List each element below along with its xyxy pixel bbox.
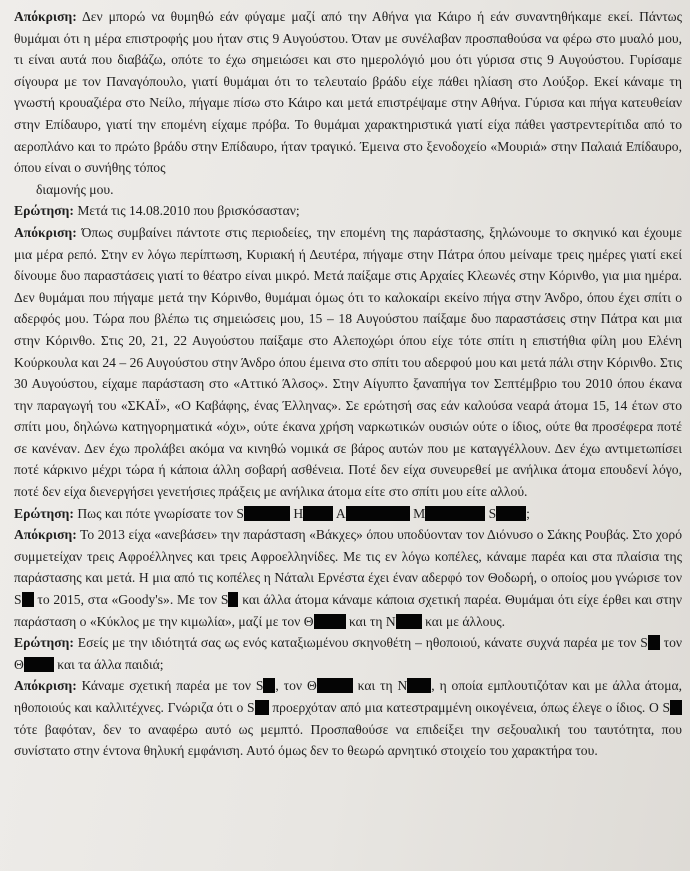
answer-text: Το 2013 είχα «ανεβάσει» την παράσταση «Βάκχες» όπου υποδύονταν τον Διόνυσο ο Σάκης Ρουβάς. Στο χορό συμμετείχαν τρεις Αφροέλληνες και τρεις Αφροελληνίδες. Με τις εν λόγω κοπέλες, κάναμε παρέα και στα πλαίσια της παράστασης και μετά. Η μια από τις κοπέλες η Νάταλι Ερνέστα έχει έναν αδερφό τον Θοδωρή, ο οποίος μου γνώρισε τον — [14, 527, 682, 586]
question-label: Ερώτηση: — [14, 505, 74, 521]
question-text: Πως και πότε γνωρίσατε τον — [77, 505, 233, 521]
name-initial: S — [255, 678, 264, 694]
redaction-bar — [346, 506, 410, 521]
answer-text-cont: τότε βαφόταν, δεν το αναφέρω αυτό ως μεμπτό. Προσπαθούσε να επιδείξει την σεξουαλική του ταυτότητα, που συνίστατο στην έντονα θηλυκή εμφάνιση. Αυτό όμως δεν το θεωρώ αρνητικό στοιχείο του χαρακτήρα του. — [14, 721, 682, 759]
redaction-bar — [22, 592, 34, 607]
answer-text: Κάναμε σχετική παρέα με τον — [81, 678, 251, 694]
redaction-bar — [317, 678, 353, 693]
question-label: Ερώτηση: — [14, 635, 74, 651]
answer-label: Απόκριση: — [14, 9, 77, 24]
answer-block-4 — [14, 675, 682, 761]
answer-text: Δεν μπορώ να θυμηθώ εάν φύγαμε μαζί από την Αθήνα για Κάιρο ή εάν συναντηθήκαμε εκεί. Πάντως θυμάμαι ότι η μέρα επιστροφής μου ήταν στις 9 Αυγούστου. Όταν με συνέλαβαν προσπαθούσα να φέρω στο μυαλό μου, τι είναι αυτά που διαβάζω, οπότε το έχω σημειώσει και στο ημερολόγιό μου ότι γύρισα στις 9 Αυγούστου. Γυρίσαμε σίγουρα με τον Παναγόπουλο, γιατί θυμάμαι ότι το τελευταίο βράδυ είχε πάθει ηλίαση στο Λούξορ. Εκεί κάναμε τη γνωστή κρουαζιέρα στο Νείλο, πήγαμε πίσω στο Κάιρο και μετά επιστρέψαμε στην Αθήνα. Γύρισα και πήγα κατευθείαν στην Επίδαυρο, γιατί την επομένη είχαμε πρόβα. Το θυμάμαι χαρακτηριστικά γιατί είχα πάθει γαστρεντερίτιδα από το αεροπλάνο και το πρώτο βράδυ στην Επίδαυρο, ήταν τραγικό. Έμεινα στο ξενοδοχείο «Μουριά» στην Παλαιά Επίδαυρο, όπου είναι ο συνήθης τόπος — [14, 9, 682, 176]
name-initial: Θ — [14, 656, 24, 672]
question-text: Εσείς με την ιδιότητά σας ως ενός καταξιωμένου σκηνοθέτη – ηθοποιού, κάνατε συχνά παρέα με τον — [77, 635, 637, 651]
name-initial: Θ — [303, 613, 314, 629]
name-initial: N — [397, 678, 408, 694]
question-text-cont: και τα άλλα παιδιά; — [57, 656, 164, 672]
redaction-bar — [670, 700, 682, 715]
answer-text-cont: το 2015, στα «Goody's». Με τον — [37, 592, 218, 608]
name-initial: H — [293, 505, 304, 521]
redaction-bar — [24, 657, 54, 672]
name-initial: S — [662, 700, 671, 715]
redaction-bar — [396, 614, 422, 629]
name-initial: A — [335, 505, 346, 521]
name-initial: M — [413, 505, 426, 521]
redaction-bar — [648, 635, 660, 650]
name-initial: S — [14, 592, 22, 608]
redaction-bar — [244, 506, 290, 521]
question-text-cont: τον — [663, 635, 683, 651]
redaction-bar — [303, 506, 333, 521]
question-block-2: Ερώτηση: Πως και πότε γνωρίσατε τον S H A M S ; — [14, 505, 530, 521]
answer-text-cont: προερχόταν από μια κατεστραμμένη οικογένεια, όπως έλεγε ο ίδιος. Ο — [272, 700, 659, 715]
answer-label: Απόκριση: — [14, 678, 77, 694]
answer-text-cont: και τη — [357, 678, 393, 694]
answer-label: Απόκριση: — [14, 527, 77, 543]
answer-text-cont: , τον — [275, 678, 303, 694]
name-initial: Θ — [306, 678, 317, 694]
name-initial: S — [236, 505, 244, 521]
redaction-bar — [425, 506, 485, 521]
answer-text-cont: και άλλα άτομα κάναμε κάποια σχετική παρέα. Θυμάμαι ότι είχε έρθει και στην παράσταση ο «Κύκλος με την κιμωλία», μαζί με τον — [14, 592, 682, 629]
answer-text: Όπως συμβαίνει πάντοτε στις περιοδείες, την επομένη της παράστασης, ξηλώνουμε το σκηνικό και έχουμε μια μέρα ρεπό. Στην εν λόγω περίπτωση, Κυριακή ή Δευτέρα, πήγαμε στην Πάτρα όπου μείναμε τρεις ημέρες γιατί εκεί δίνουμε δυο παραστάσεις γιατί το θέατρο είναι μικρό. Μετά παίξαμε στις Αρχαίες Κλεωνές στην Κόρινθο, για μια ημέρα. Δεν θυμάμαι που πήγαμε μετά την Κόρινθο, θυμάμαι όμως ότι το καλοκαίρι εκείνο πήγα στην Άνδρο, όπου έχει σπίτι ο αδερφός μου. Τώρα που βλέπω τις σημειώσεις μου, 15 – 18 Αυγούστου παίξαμε δυο παραστάσεις στην Πάτρα και μια στην Κόρινθο. Στις 20, 21, 22 Αυγούστου παίξαμε στο Αλεποχώρι όπου είχε τότε σπίτι η επιστήθια φίλη μου Ελένη Κούρκουλα και 24 – 26 Αυγούστου στην Άνδρο όπου έμεινα στο σπίτι του αδερφού μου και μετά πάλι στην Κόρινθο. Στις 30 Αυγούστου, είχαμε παράσταση στο «Αττικό Άλσος». Στην Αίγυπτο ξαναπήγα τον Σεπτέμβριο του 2010 όπου έκανα την παραγωγή του «ΣΚΑΪ», «Ο Καβάφης, ένας Έλληνας». Σε ερώτησή σας εάν καλούσα νεαρά άτομα 15, 14 έτων στο σπίτι μου, δηλώνω κατηγορηματικά «όχι», ούτε έκανα χρήση ναρκωτικών ουσιών ούτε ο ίδιος, ούτε θα προσέφερα ποτέ σε κανέναν. Δεν έχω προλάβει ακόμα να κινηθώ νομικά σε βάρος αυτών που με καταγγέλλουν. Δεν έχω αντιμετωπίσει ποτέ κάρκινο μέχρι τώρα ή κάποια άλλη σοβαρή ασθένεια. Ποτέ δεν είχα συνευρεθεί με ανήλικα άτομα επουδενί λόγο, ποτέ δεν είχα διενεργήσει γενετήσιες πράξεις με ανήλικα άτομα είτε στο σπίτι μου είτε αλλού. — [14, 224, 682, 500]
name-initial: S — [488, 505, 497, 521]
question-text: Μετά τις 14.08.2010 που βρισκόσασταν; — [77, 203, 300, 219]
name-initial: N — [385, 613, 396, 629]
redaction-bar — [407, 678, 431, 693]
answer-block-3 — [14, 524, 682, 632]
name-initial: S — [220, 592, 229, 608]
redaction-bar — [255, 700, 269, 715]
answer-text-cont: και τη — [348, 613, 383, 629]
answer-text-cont: και με άλλους. — [425, 613, 505, 629]
name-initial: S — [640, 635, 648, 651]
name-initial: S — [247, 700, 255, 715]
question-block-3 — [14, 632, 682, 675]
redaction-bar — [263, 678, 275, 693]
answer-text-cont: , η οποία εμπλουτιζόταν και με άλλα άτομα, ηθοποιούς και καλλιτέχνες. Γνώριζα ότι ο — [14, 678, 682, 715]
answer-block-1 — [14, 6, 682, 200]
answer-label: Απόκριση: — [14, 224, 77, 240]
question-label: Ερώτηση: — [14, 203, 74, 219]
redaction-bar — [314, 614, 346, 629]
question-block-1 — [14, 200, 682, 222]
answer-block-2 — [14, 222, 682, 503]
redaction-bar — [228, 592, 238, 607]
answer-tail: διαμονής μου. — [36, 181, 114, 197]
redaction-bar — [496, 506, 526, 521]
